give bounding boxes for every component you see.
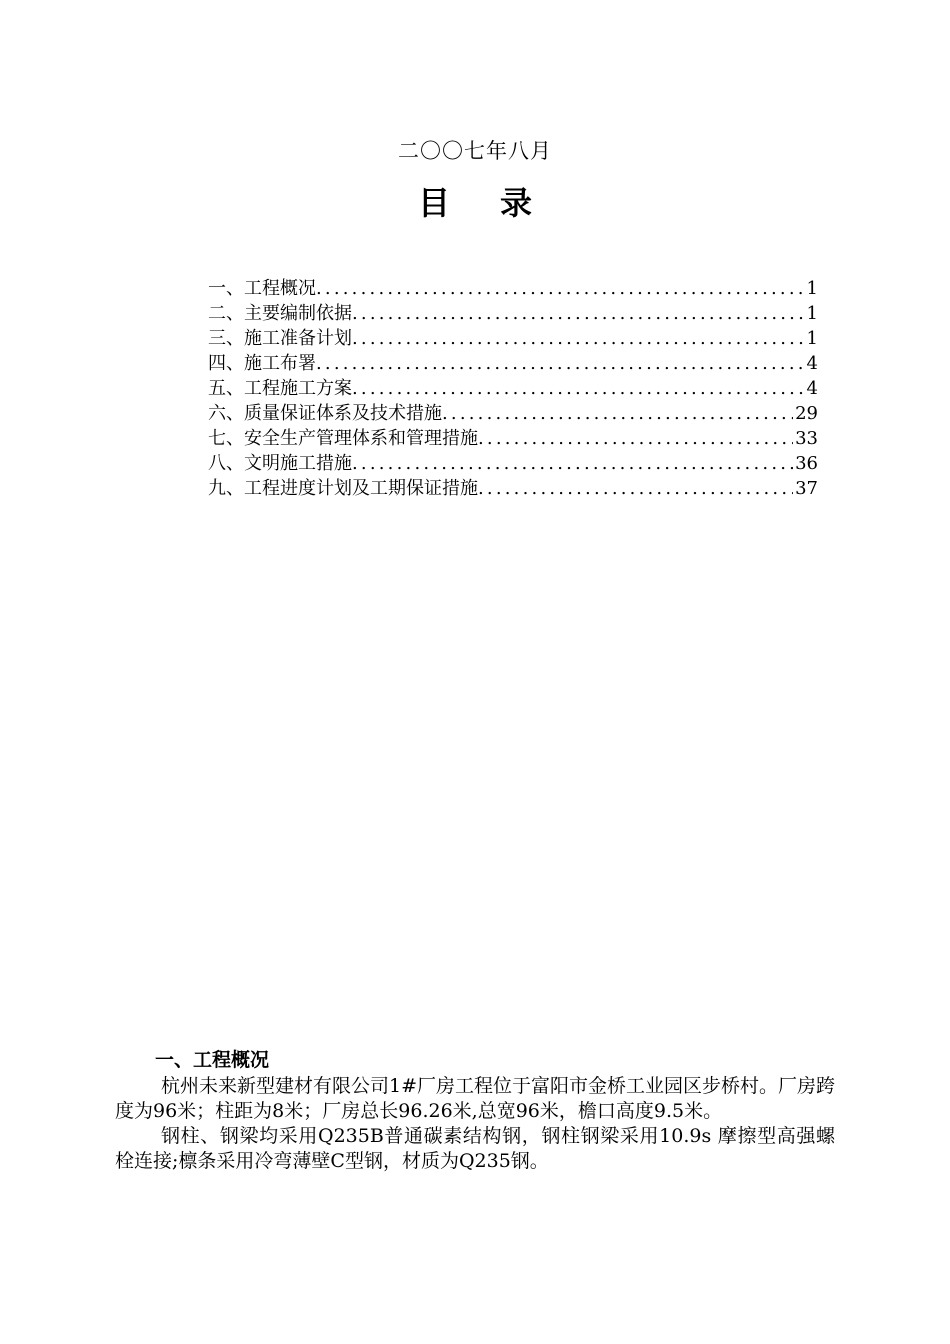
toc-entry[interactable] xyxy=(208,399,818,424)
toc-entry-label: 五、工程施工方案 xyxy=(208,378,352,399)
toc-entry[interactable] xyxy=(208,424,818,449)
toc-leader-dots xyxy=(478,478,793,499)
toc-leader-dots xyxy=(352,328,805,349)
toc-leader-dots xyxy=(352,378,805,399)
section-heading: 一、工程概况 xyxy=(155,1049,270,1071)
toc-leader-dots xyxy=(316,278,805,299)
toc-leader-dots xyxy=(352,453,793,474)
toc-entry-page: 36 xyxy=(795,453,818,474)
toc-leader-dots xyxy=(478,428,793,449)
toc-entry-page: 4 xyxy=(806,378,818,399)
toc-entry[interactable] xyxy=(208,349,818,374)
table-of-contents xyxy=(208,274,818,499)
toc-entry-label: 三、施工准备计划 xyxy=(208,328,352,349)
toc-leader-dots xyxy=(442,403,793,424)
body-paragraph: 钢柱、钢梁均采用Q235B普通碳素结构钢，钢柱钢梁采用10.9s 摩擦型高强螺栓连接;檩条采用冷弯薄壁C型钢，材质为Q235钢。 xyxy=(115,1125,835,1172)
toc-entry[interactable] xyxy=(208,449,818,474)
toc-entry-label: 一、工程概况 xyxy=(208,278,316,299)
toc-entry-label: 六、质量保证体系及技术措施 xyxy=(208,403,442,424)
toc-title-char-2: 录 xyxy=(500,184,533,222)
toc-entry-label: 八、文明施工措施 xyxy=(208,453,352,474)
toc-entry-label: 七、安全生产管理体系和管理措施 xyxy=(208,428,478,449)
toc-title xyxy=(0,178,950,224)
toc-leader-dots xyxy=(352,303,805,324)
toc-entry-label: 二、主要编制依据 xyxy=(208,303,352,324)
toc-entry-page: 37 xyxy=(795,478,818,499)
toc-entry[interactable] xyxy=(208,474,818,499)
toc-entry-page: 33 xyxy=(795,428,818,449)
toc-entry-page: 4 xyxy=(806,353,818,374)
toc-entry-page: 29 xyxy=(795,403,818,424)
toc-entry-page: 1 xyxy=(806,328,818,349)
toc-entry[interactable] xyxy=(208,299,818,324)
toc-entry-page: 1 xyxy=(806,303,818,324)
toc-entry[interactable] xyxy=(208,324,818,349)
toc-leader-dots xyxy=(316,353,805,374)
toc-entry-label: 九、工程进度计划及工期保证措施 xyxy=(208,478,478,499)
toc-entry-page: 1 xyxy=(806,278,818,299)
toc-entry[interactable] xyxy=(208,274,818,299)
toc-title-char-1: 目 xyxy=(417,184,450,222)
section-project-overview xyxy=(115,1045,835,1174)
toc-entry-label: 四、施工布署 xyxy=(208,353,316,374)
body-paragraph: 杭州未来新型建材有限公司1#厂房工程位于富阳市金桥工业园区步桥村。厂房跨度为96米；柱距为8米；厂房总长96.26米,总宽96米，檐口高度9.5米。 xyxy=(115,1075,836,1122)
document-date: 二〇〇七年八月 xyxy=(398,139,552,163)
toc-entry[interactable] xyxy=(208,374,818,399)
